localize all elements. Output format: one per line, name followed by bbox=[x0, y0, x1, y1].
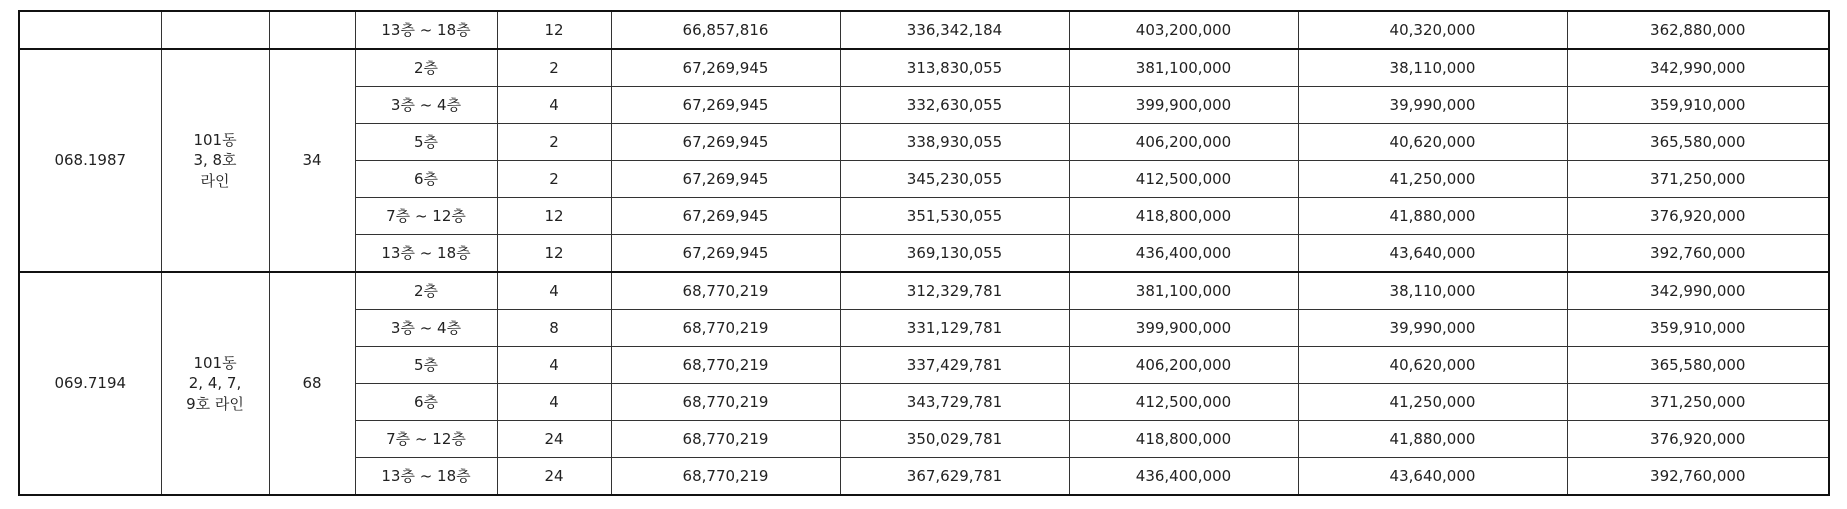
land-price-cell: 67,269,945 bbox=[611, 87, 840, 124]
total-price-cell: 381,100,000 bbox=[1069, 272, 1298, 310]
land-price-cell: 67,269,945 bbox=[611, 161, 840, 198]
land-price-cell: 68,770,219 bbox=[611, 384, 840, 421]
deposit-cell: 38,110,000 bbox=[1298, 49, 1567, 87]
units-cell: 2 bbox=[497, 161, 611, 198]
balance-cell: 342,990,000 bbox=[1567, 272, 1829, 310]
floor-cell: 6층 bbox=[355, 161, 497, 198]
balance-cell: 392,760,000 bbox=[1567, 458, 1829, 496]
building-price-cell: 332,630,055 bbox=[840, 87, 1069, 124]
balance-cell: 392,760,000 bbox=[1567, 235, 1829, 273]
units-cell: 4 bbox=[497, 87, 611, 124]
price-table-container bbox=[18, 10, 1828, 496]
type-cell: 068.1987 bbox=[19, 49, 161, 272]
table-row bbox=[19, 272, 1829, 310]
floor-cell: 3층 ~ 4층 bbox=[355, 87, 497, 124]
units-cell: 2 bbox=[497, 124, 611, 161]
floor-cell: 6층 bbox=[355, 384, 497, 421]
balance-cell: 365,580,000 bbox=[1567, 124, 1829, 161]
total-price-cell: 412,500,000 bbox=[1069, 384, 1298, 421]
total-price-cell: 418,800,000 bbox=[1069, 198, 1298, 235]
dong-line-cell bbox=[161, 272, 269, 495]
total-price-cell: 403,200,000 bbox=[1069, 11, 1298, 49]
total-price-cell: 436,400,000 bbox=[1069, 458, 1298, 496]
floor-cell: 13층 ~ 18층 bbox=[355, 235, 497, 273]
land-price-cell: 67,269,945 bbox=[611, 49, 840, 87]
floor-cell: 5층 bbox=[355, 347, 497, 384]
land-price-cell: 68,770,219 bbox=[611, 458, 840, 496]
building-price-cell: 338,930,055 bbox=[840, 124, 1069, 161]
count-cell-empty bbox=[269, 11, 355, 49]
deposit-cell: 43,640,000 bbox=[1298, 235, 1567, 273]
dong-line-cell-empty bbox=[161, 11, 269, 49]
deposit-cell: 40,620,000 bbox=[1298, 124, 1567, 161]
balance-cell: 376,920,000 bbox=[1567, 421, 1829, 458]
balance-cell: 376,920,000 bbox=[1567, 198, 1829, 235]
land-price-cell: 67,269,945 bbox=[611, 235, 840, 273]
units-cell: 4 bbox=[497, 347, 611, 384]
land-price-cell: 68,770,219 bbox=[611, 310, 840, 347]
balance-cell: 359,910,000 bbox=[1567, 87, 1829, 124]
price-table bbox=[18, 10, 1830, 496]
total-price-cell: 406,200,000 bbox=[1069, 124, 1298, 161]
building-price-cell: 345,230,055 bbox=[840, 161, 1069, 198]
units-cell: 12 bbox=[497, 235, 611, 273]
deposit-cell: 41,250,000 bbox=[1298, 384, 1567, 421]
land-price-cell: 68,770,219 bbox=[611, 272, 840, 310]
total-price-cell: 381,100,000 bbox=[1069, 49, 1298, 87]
units-cell: 4 bbox=[497, 384, 611, 421]
dong-line-text: 101동 bbox=[193, 354, 237, 373]
building-price-cell: 337,429,781 bbox=[840, 347, 1069, 384]
land-price-cell: 67,269,945 bbox=[611, 124, 840, 161]
deposit-cell: 39,990,000 bbox=[1298, 87, 1567, 124]
building-price-cell: 343,729,781 bbox=[840, 384, 1069, 421]
building-price-cell: 367,629,781 bbox=[840, 458, 1069, 496]
total-price-cell: 418,800,000 bbox=[1069, 421, 1298, 458]
table-row bbox=[19, 11, 1829, 49]
floor-cell: 7층 ~ 12층 bbox=[355, 198, 497, 235]
units-cell: 4 bbox=[497, 272, 611, 310]
units-cell: 12 bbox=[497, 198, 611, 235]
floor-cell: 2층 bbox=[355, 272, 497, 310]
deposit-cell: 41,880,000 bbox=[1298, 198, 1567, 235]
floor-cell: 2층 bbox=[355, 49, 497, 87]
land-price-cell: 66,857,816 bbox=[611, 11, 840, 49]
dong-line-text: 9호 라인 bbox=[186, 394, 244, 413]
balance-cell: 342,990,000 bbox=[1567, 49, 1829, 87]
balance-cell: 359,910,000 bbox=[1567, 310, 1829, 347]
floor-cell: 13층 ~ 18층 bbox=[355, 458, 497, 496]
building-price-cell: 369,130,055 bbox=[840, 235, 1069, 273]
dong-line-text: 3, 8호 bbox=[193, 151, 237, 170]
building-price-cell: 350,029,781 bbox=[840, 421, 1069, 458]
dong-line-text: 101동 bbox=[193, 131, 237, 150]
units-cell: 24 bbox=[497, 458, 611, 496]
deposit-cell: 38,110,000 bbox=[1298, 272, 1567, 310]
balance-cell: 365,580,000 bbox=[1567, 347, 1829, 384]
dong-line-cell bbox=[161, 49, 269, 272]
units-cell: 2 bbox=[497, 49, 611, 87]
balance-cell: 371,250,000 bbox=[1567, 384, 1829, 421]
deposit-cell: 40,620,000 bbox=[1298, 347, 1567, 384]
type-cell-empty bbox=[19, 11, 161, 49]
total-price-cell: 436,400,000 bbox=[1069, 235, 1298, 273]
units-cell: 8 bbox=[497, 310, 611, 347]
total-price-cell: 399,900,000 bbox=[1069, 87, 1298, 124]
total-price-cell: 412,500,000 bbox=[1069, 161, 1298, 198]
count-cell: 68 bbox=[269, 272, 355, 495]
building-price-cell: 313,830,055 bbox=[840, 49, 1069, 87]
type-cell: 069.7194 bbox=[19, 272, 161, 495]
building-price-cell: 336,342,184 bbox=[840, 11, 1069, 49]
floor-cell: 7층 ~ 12층 bbox=[355, 421, 497, 458]
building-price-cell: 331,129,781 bbox=[840, 310, 1069, 347]
deposit-cell: 41,250,000 bbox=[1298, 161, 1567, 198]
dong-line-text: 2, 4, 7, bbox=[188, 374, 242, 393]
deposit-cell: 40,320,000 bbox=[1298, 11, 1567, 49]
building-price-cell: 351,530,055 bbox=[840, 198, 1069, 235]
table-row bbox=[19, 49, 1829, 87]
deposit-cell: 41,880,000 bbox=[1298, 421, 1567, 458]
floor-cell: 3층 ~ 4층 bbox=[355, 310, 497, 347]
floor-cell: 13층 ~ 18층 bbox=[355, 11, 497, 49]
balance-cell: 371,250,000 bbox=[1567, 161, 1829, 198]
count-cell: 34 bbox=[269, 49, 355, 272]
dong-line-text: 라인 bbox=[200, 171, 230, 190]
land-price-cell: 68,770,219 bbox=[611, 347, 840, 384]
deposit-cell: 43,640,000 bbox=[1298, 458, 1567, 496]
building-price-cell: 312,329,781 bbox=[840, 272, 1069, 310]
total-price-cell: 399,900,000 bbox=[1069, 310, 1298, 347]
balance-cell: 362,880,000 bbox=[1567, 11, 1829, 49]
total-price-cell: 406,200,000 bbox=[1069, 347, 1298, 384]
units-cell: 12 bbox=[497, 11, 611, 49]
deposit-cell: 39,990,000 bbox=[1298, 310, 1567, 347]
floor-cell: 5층 bbox=[355, 124, 497, 161]
land-price-cell: 67,269,945 bbox=[611, 198, 840, 235]
price-table-body bbox=[19, 11, 1829, 495]
land-price-cell: 68,770,219 bbox=[611, 421, 840, 458]
units-cell: 24 bbox=[497, 421, 611, 458]
